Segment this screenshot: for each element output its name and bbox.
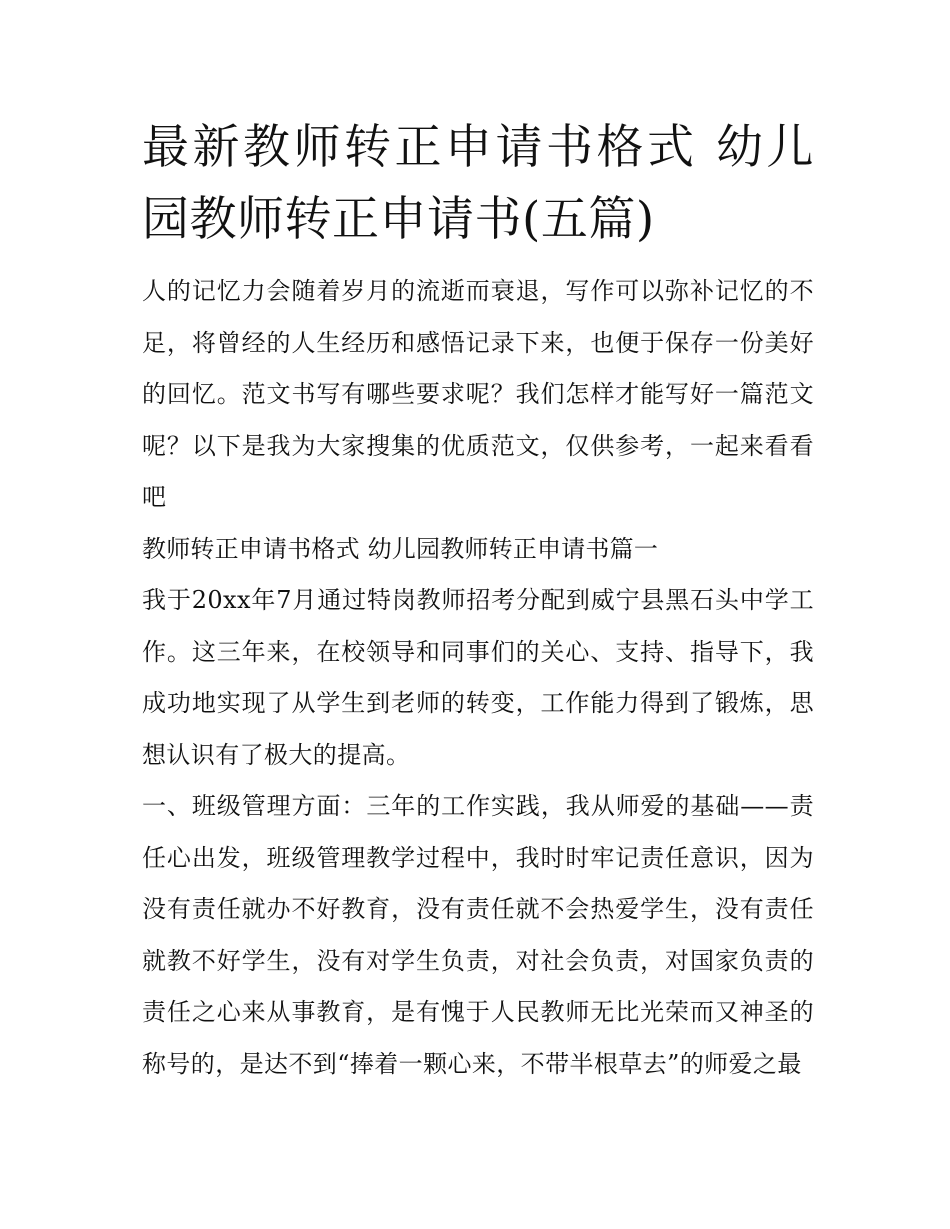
intro-paragraph: 人的记忆力会随着岁月的流逝而衰退，写作可以弥补记忆的不足，将曾经的人生经历和感悟记录下来，也便于保存一份美好的回忆。范文书写有哪些要求呢？我们怎样才能写好一篇范文呢？以下是我为大家搜集的优质范文，仅供参考，一起来看看吧	[142, 277, 814, 511]
document-body	[142, 266, 814, 1090]
body-paragraph-2: 一、班级管理方面：三年的工作实践，我从师爱的基础——责任心出发，班级管理教学过程中，我时时牢记责任意识，因为没有责任就办不好教育，没有责任就不会热爱学生，没有责任就教不好学生，没有对学生负责，对社会负责，对国家负责的责任之心来从事教育，是有愧于人民教师无比光荣而又神圣的称号的，是达不到“捧着一颗心来，不带半根草去”的师爱之最	[142, 792, 814, 1078]
document-content	[142, 112, 814, 1090]
document-title: 最新教师转正申请书格式 幼儿园教师转正申请书(五篇)	[142, 120, 814, 247]
section-heading: 教师转正申请书格式 幼儿园教师转正申请书篇一	[142, 534, 659, 563]
body-paragraph-1: 我于20xx年7月通过特岗教师招考分配到威宁县黑石头中学工作。这三年来，在校领导和同事们的关心、支持、指导下，我成功地实现了从学生到老师的转变，工作能力得到了锻炼，思想认识有了极大的提高。	[142, 586, 814, 769]
